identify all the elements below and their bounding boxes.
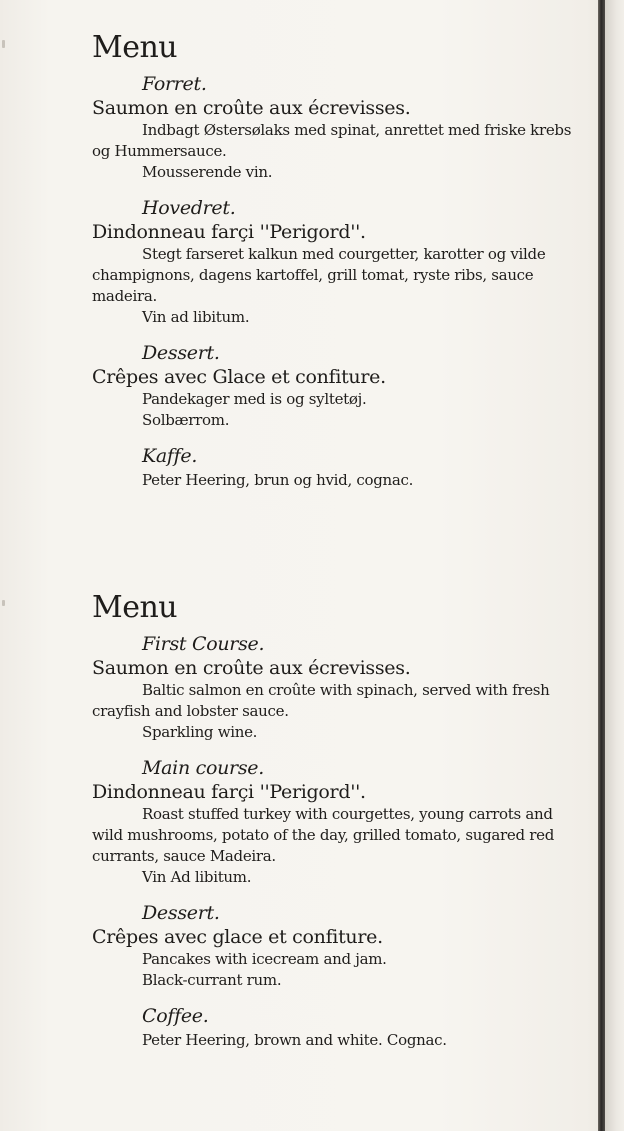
left-edge-mark	[2, 600, 5, 606]
drink-pairing: Solbærrom.	[142, 411, 230, 429]
course-hovedret	[92, 196, 572, 328]
dish-name: Crêpes avec glace et confiture.	[92, 926, 383, 948]
book-spine	[598, 0, 605, 1131]
course-label: Hovedret.	[142, 197, 236, 219]
dish-name: Dindonneau farçi ''Perigord''.	[92, 781, 366, 803]
dish-description: Pandekager med is og syltetøj.	[142, 390, 367, 408]
menu-title: Menu	[92, 30, 178, 65]
dish-name: Crêpes avec Glace et confiture.	[92, 366, 386, 388]
dish-description: Roast stuffed turkey with courgettes, young carrots and wild mushrooms, potato of the day, grilled tomato, sugared red currants, sauce Madeira.	[92, 805, 555, 865]
course-label: Forret.	[142, 73, 207, 95]
dish-description: Pancakes with icecream and jam.	[142, 950, 387, 968]
dish-description: Stegt farseret kalkun med courgetter, karotter og vilde champignons, dagens kartoffel, grill tomat, ryste ribs, sauce madeira.	[92, 245, 546, 305]
course-label: First Course.	[142, 633, 265, 655]
dish-name: Saumon en croûte aux écrevisses.	[92, 657, 411, 679]
drink-pairing: Black-currant rum.	[142, 971, 282, 989]
drink-pairing: Sparkling wine.	[142, 723, 258, 741]
dish-name: Saumon en croûte aux écrevisses.	[92, 97, 411, 119]
course-dessert	[92, 341, 572, 431]
drink-pairing: Peter Heering, brun og hvid, cognac.	[142, 471, 414, 489]
course-label: Dessert.	[142, 902, 220, 924]
drink-pairing: Peter Heering, brown and white. Cognac.	[142, 1031, 447, 1049]
course-label: Coffee.	[142, 1005, 209, 1027]
course-label: Main course.	[142, 757, 264, 779]
course-forret	[92, 72, 572, 183]
menu-title: Menu	[92, 590, 178, 625]
dish-name: Dindonneau farçi ''Perigord''.	[92, 221, 366, 243]
course-label: Dessert.	[142, 342, 220, 364]
drink-pairing: Vin Ad libitum.	[142, 868, 252, 886]
course-dessert	[92, 901, 572, 991]
course-main	[92, 756, 572, 888]
dish-description: Baltic salmon en croûte with spinach, served with fresh crayfish and lobster sauce.	[92, 681, 550, 720]
menu-section-english	[92, 590, 572, 1064]
course-first	[92, 632, 572, 743]
drink-pairing: Mousserende vin.	[142, 163, 273, 181]
course-kaffe	[92, 444, 572, 491]
course-coffee	[92, 1004, 572, 1051]
dish-description: Indbagt Østersølaks med spinat, anrettet med friske krebs og Hummersauce.	[92, 121, 572, 160]
menu-section-danish	[92, 30, 572, 504]
drink-pairing: Vin ad libitum.	[142, 308, 250, 326]
book-spine-shadow	[605, 0, 624, 1131]
left-edge-mark	[2, 40, 5, 48]
course-label: Kaffe.	[142, 445, 198, 467]
